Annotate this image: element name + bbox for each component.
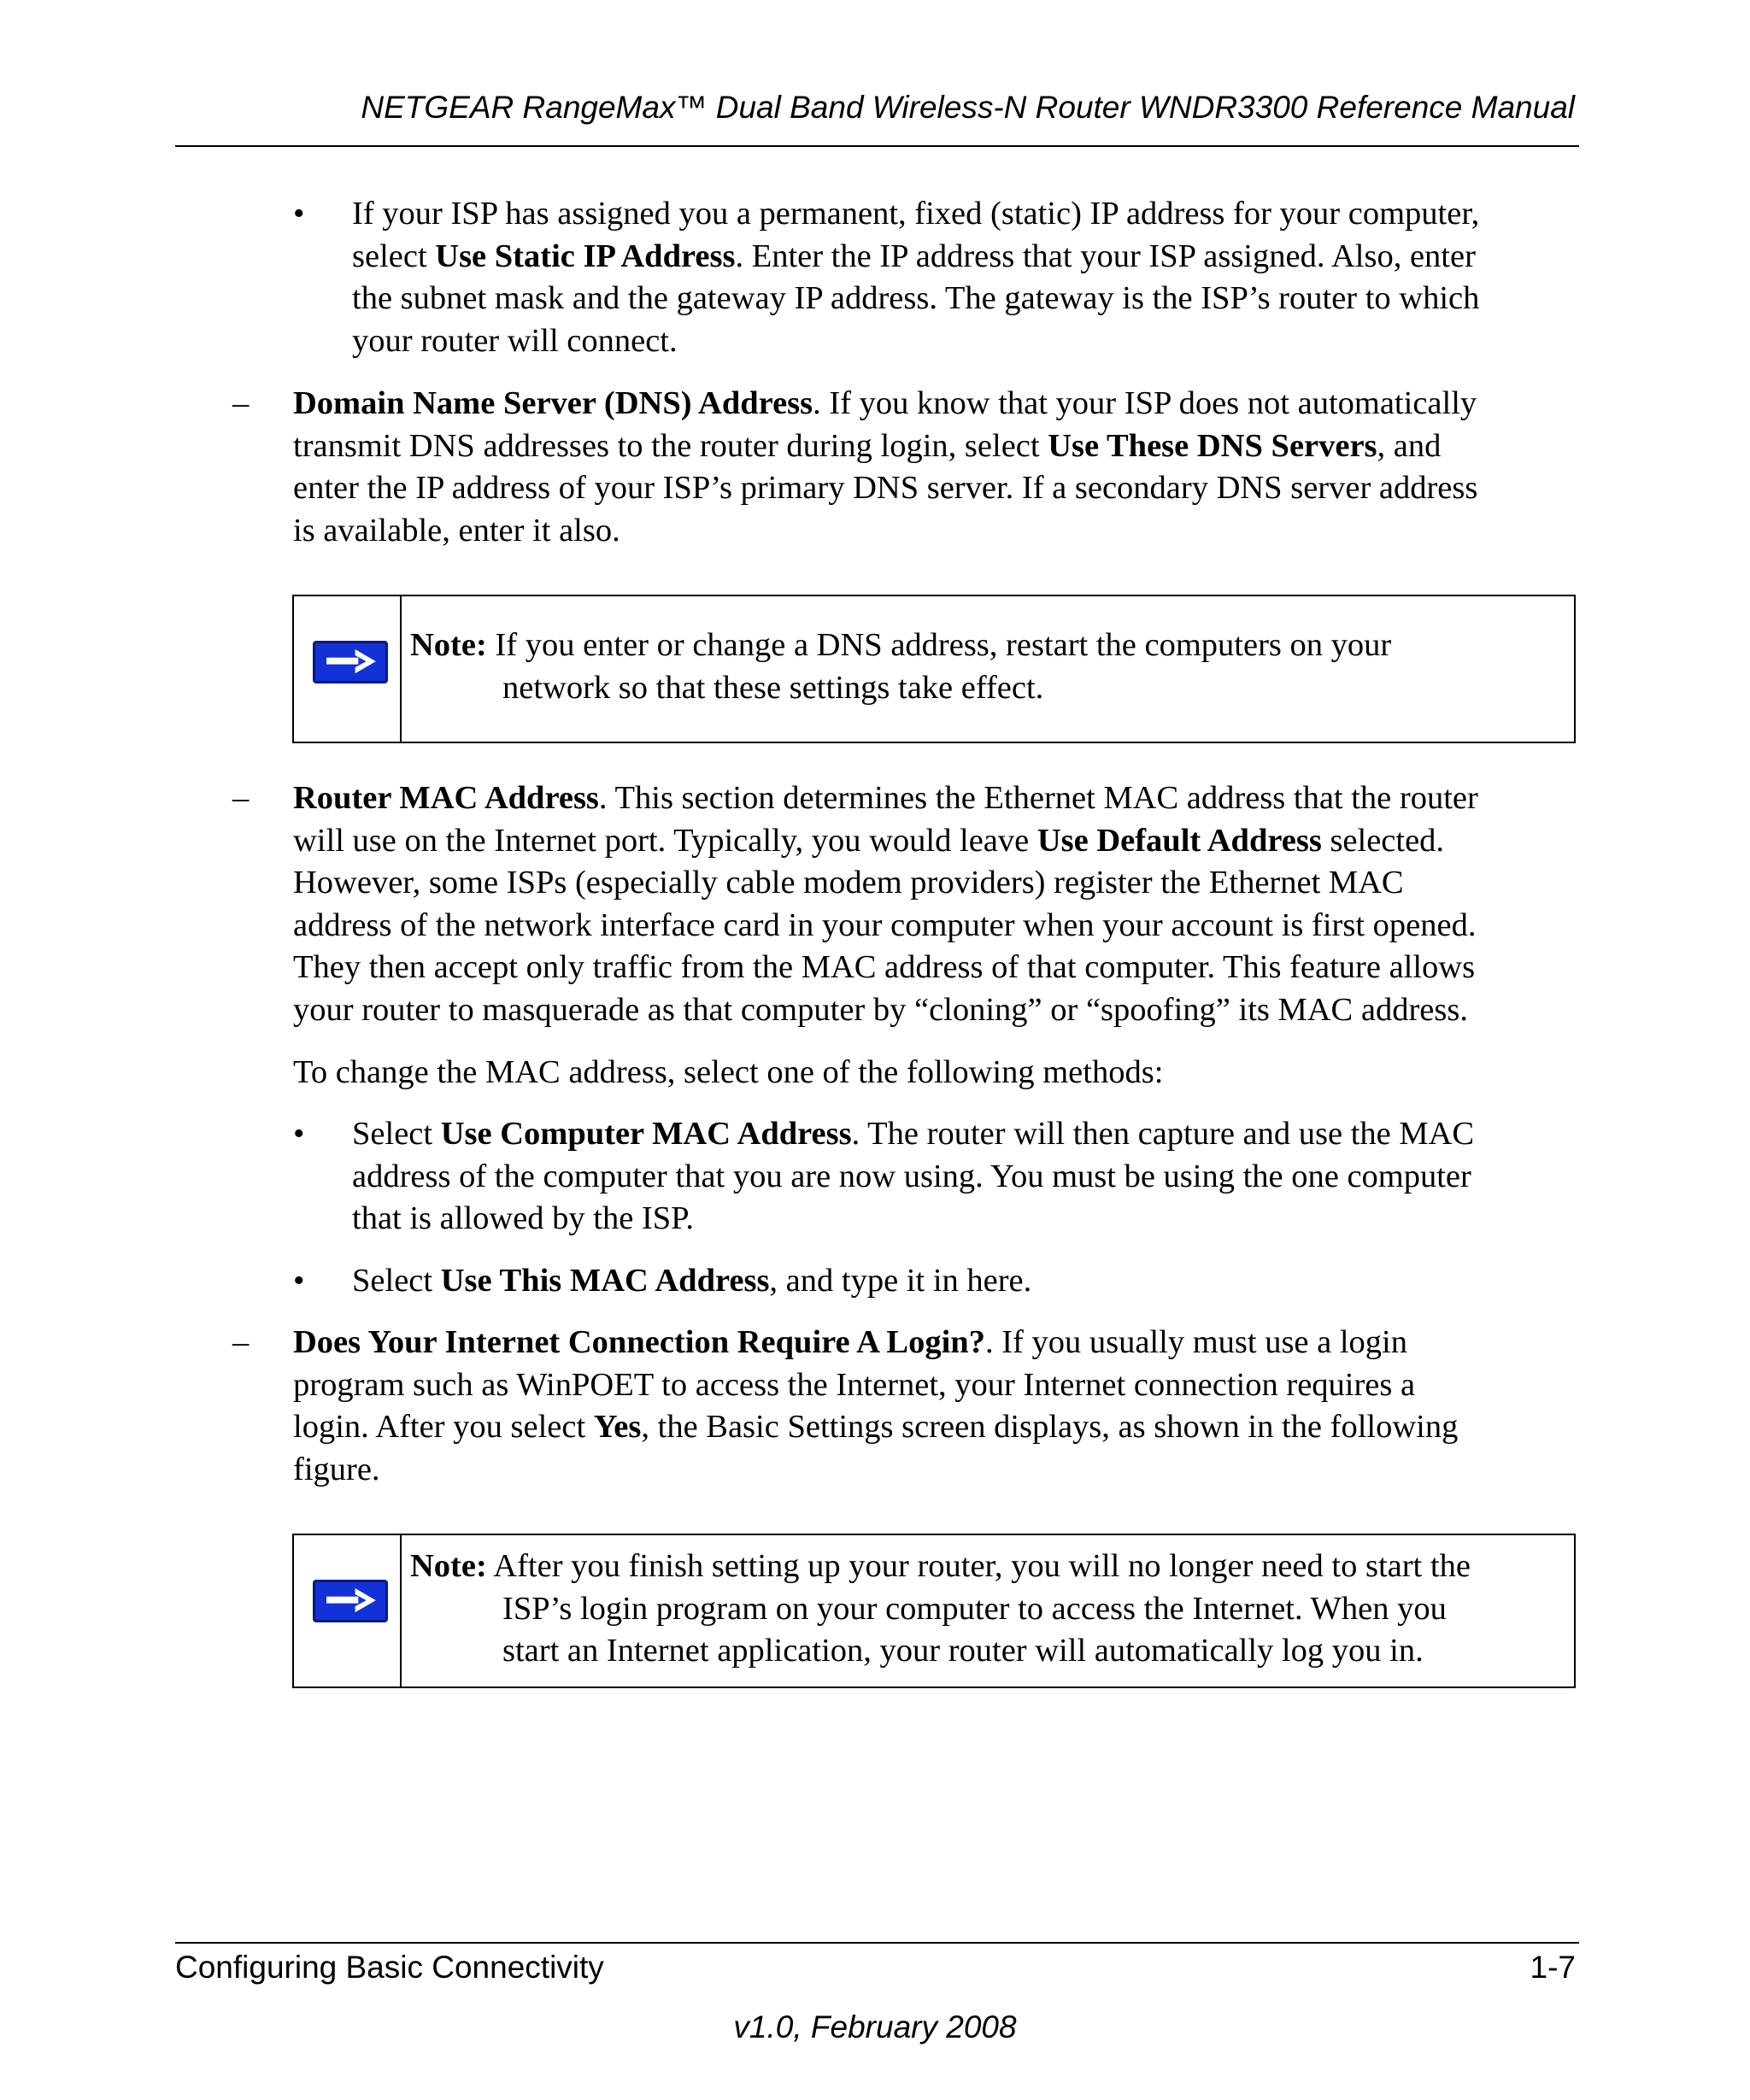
text-line: To change the MAC address, select one of the following methods: (293, 1054, 1164, 1090)
text-run: . If you usually must use a login (984, 1324, 1408, 1360)
bullet-text (352, 1113, 1579, 1241)
bullet-marker: • (293, 1263, 305, 1299)
option-name: Use Computer MAC Address (440, 1116, 852, 1152)
text-line: If your ISP has assigned you a permanent, fixed (static) IP address for your computer, (352, 196, 1480, 232)
text-run: If you enter or change a DNS address, restart the computers on your (486, 627, 1392, 663)
text-line: ISP’s login program on your computer to access the Internet. When you (502, 1590, 1447, 1627)
note-label: Note: (410, 627, 487, 663)
text-run: selected. (1321, 822, 1445, 859)
text-run: login. After you select (293, 1409, 594, 1445)
item-heading: Router MAC Address (293, 780, 599, 816)
note-box (292, 595, 1576, 743)
static-ip-bullet (0, 193, 1750, 364)
text-run: Select (352, 1116, 441, 1152)
dash-marker: – (232, 385, 250, 421)
item-heading: Domain Name Server (DNS) Address (293, 385, 813, 421)
text-line: start an Internet application, your router will automatically log you in. (502, 1633, 1424, 1669)
text-run: , and (1377, 427, 1442, 464)
dash-text (293, 383, 1579, 552)
text-run: , and type it in here. (769, 1263, 1032, 1299)
text-line: address of the computer that you are now using. You must be using the one computer (352, 1158, 1471, 1194)
text-line (293, 425, 1579, 468)
arrow-right-icon (313, 1580, 388, 1622)
login-item (0, 1322, 1750, 1493)
this-mac-bullet (0, 1260, 1750, 1303)
note-icon-cell (294, 596, 402, 742)
option-name: Yes (593, 1409, 642, 1445)
bullet-marker: • (293, 1116, 305, 1152)
page-number: 1-7 (1530, 1950, 1576, 1985)
text-run: transmit DNS addresses to the router during login, select (293, 427, 1048, 464)
note-text (410, 625, 1565, 709)
dash-marker: – (232, 780, 250, 816)
text-line (410, 625, 1565, 667)
note-text (410, 1546, 1565, 1673)
change-mac-paragraph (0, 1052, 1750, 1094)
text-line (293, 820, 1579, 863)
running-header: NETGEAR RangeMax™ Dual Band Wireless-N Router WNDR3300 Reference Manual (361, 90, 1575, 125)
footer-version: v1.0, February 2008 (733, 2009, 1017, 2044)
text-line (352, 1113, 1579, 1156)
bullet-marker: • (293, 196, 305, 232)
text-run: After you finish setting up your router, you will no longer need to start the (486, 1548, 1471, 1584)
dash-marker: – (232, 1324, 250, 1360)
text-line: However, some ISPs (especially cable modem providers) register the Ethernet MAC (293, 865, 1404, 900)
arrow-right-icon (313, 641, 388, 683)
text-line: They then accept only traffic from the MAC address of that computer. This feature allows (293, 949, 1476, 985)
text-run: . Enter the IP address that your ISP assigned. Also, enter (735, 238, 1476, 274)
text-line: is available, enter it also. (293, 512, 620, 548)
note-box (292, 1534, 1576, 1688)
text-run: Select (352, 1263, 441, 1299)
option-name: Use Default Address (1036, 822, 1322, 859)
text-line (293, 1322, 1579, 1364)
note-label: Note: (410, 1548, 487, 1584)
footer-rule (175, 1942, 1579, 1944)
dash-text (293, 777, 1579, 1031)
option-name: Use Static IP Address (435, 238, 736, 274)
text-run: , the Basic Settings screen displays, as shown in the following (641, 1409, 1459, 1445)
text-run: . The router will then capture and use the MAC (851, 1116, 1475, 1152)
computer-mac-bullet (0, 1113, 1750, 1241)
text-line (293, 1406, 1579, 1449)
text-line: that is allowed by the ISP. (352, 1200, 694, 1236)
note-icon-cell (294, 1535, 402, 1686)
text-line (293, 777, 1579, 820)
text-line: network so that these settings take effect. (502, 669, 1044, 706)
dash-text (293, 1322, 1579, 1491)
text-line: address of the network interface card in your computer when your account is first opened. (293, 906, 1477, 943)
footer-section-title: Configuring Basic Connectivity (175, 1950, 604, 1985)
paragraph-text (293, 1052, 1579, 1094)
text-line (293, 383, 1579, 425)
bullet-text (352, 1260, 1579, 1303)
text-line: enter the IP address of your ISP’s primary DNS server. If a secondary DNS server address (293, 470, 1478, 506)
text-run: select (352, 238, 436, 274)
text-line: program such as WinPOET to access the Internet, your Internet connection requires a (293, 1366, 1416, 1403)
item-heading: Does Your Internet Connection Require A Login? (293, 1324, 985, 1360)
text-line (352, 236, 1579, 279)
router-mac-item (0, 777, 1750, 1034)
text-line: the subnet mask and the gateway IP address. The gateway is the ISP’s router to which (352, 280, 1480, 316)
text-run: . If you know that your ISP does not automatically (813, 385, 1477, 421)
option-name: Use This MAC Address (440, 1263, 770, 1299)
header-rule (175, 145, 1579, 147)
text-line: your router to masquerade as that computer by “cloning” or “spoofing” its MAC address. (293, 991, 1468, 1028)
bullet-text (352, 193, 1579, 362)
dns-item (0, 383, 1750, 554)
text-line: figure. (293, 1451, 380, 1487)
text-line (410, 1546, 1565, 1588)
text-line (352, 1260, 1579, 1303)
text-line: your router will connect. (352, 322, 678, 359)
text-run: . This section determines the Ethernet MAC address that the router (598, 780, 1478, 816)
text-run: will use on the Internet port. Typically, you would leave (293, 822, 1037, 859)
option-name: Use These DNS Servers (1048, 427, 1377, 464)
